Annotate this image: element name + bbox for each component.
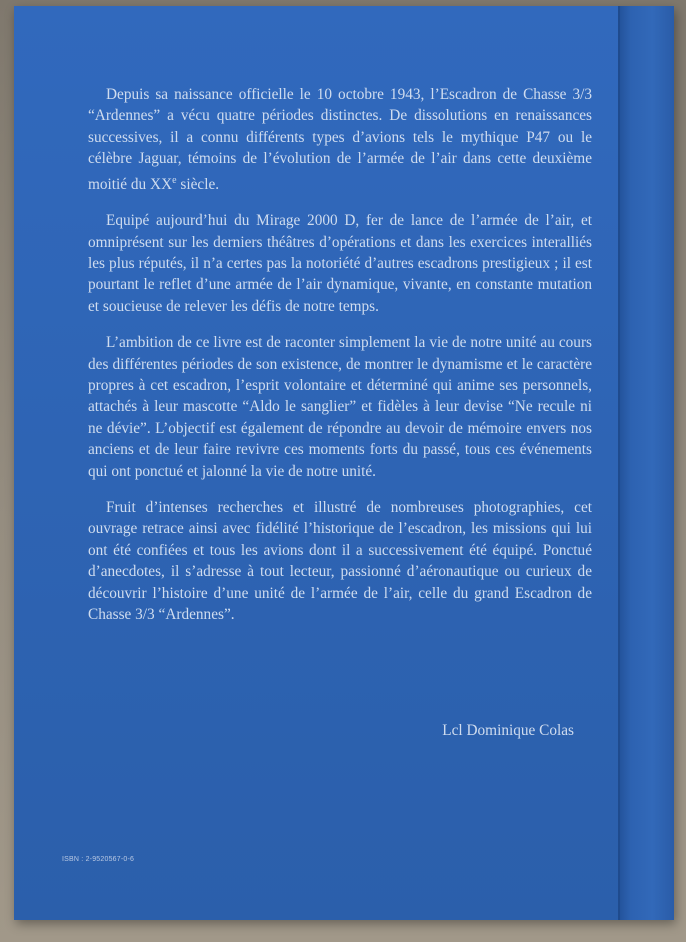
author-signature: Lcl Dominique Colas [442, 722, 574, 739]
blurb-text [88, 84, 592, 640]
book-spine [620, 6, 674, 920]
blurb-paragraph-3: L’ambition de ce livre est de raconter simplement la vie de notre unité au cours des différentes périodes de son existence, de montrer le dynamisme et le caractère propres à cet escadron, l’esprit volontaire et déterminé qui anime ses personnels, attachés à leur mascotte “Aldo le sanglier” et fidèles à leur devise “Ne recule ni ne dévie”. L’objectif est également de répondre au devoir de mémoire envers nos anciens et de leur faire revivre ces moments forts du passé, tous ces événements qui ont ponctué et jalonné la vie de notre unité. [88, 334, 592, 480]
blurb-paragraph-2: Equipé aujourd’hui du Mirage 2000 D, fer de lance de l’armée de l’air, et omniprésent sur les derniers théâtres d’opérations et dans les exercices interalliés les plus réputés, il n’a certes pas la notoriété d’autres escadrons prestigieux ; il est pourtant le reflet d’une armée de l’air dynamique, vivante, en constante mutation et soucieuse de relever les défis de notre temps. [88, 212, 592, 315]
blurb-paragraph-4: Fruit d’intenses recherches et illustré de nombreuses photographies, cet ouvrage retrace ainsi avec fidélité l’historique de l’escadron, les missions qui lui ont été confiées et tous les avions dont il a successivement été équipé. Ponctué d’anecdotes, il s’adresse à tout lecteur, passionné d’aéronautique ou curieux de découvrir l’histoire d’une unité de l’armée de l’air, celle du grand Escadron de Chasse 3/3 “Ardennes”. [88, 499, 592, 624]
isbn-label: ISBN : 2-9520567-0-6 [62, 856, 135, 863]
book-back-cover [14, 6, 674, 920]
blurb-paragraph-1: Depuis sa naissance officielle le 10 octobre 1943, l’Escadron de Chasse 3/3 “Ardennes” a vécu quatre périodes distinctes. De dissolutions en renaissances successives, il a connu différents types d’avions tels le mythique P47 ou le célèbre Jaguar, témoins de l’évolution de l’armée de l’air dans cette deuxième moitié du XXe siècle. [88, 86, 592, 193]
